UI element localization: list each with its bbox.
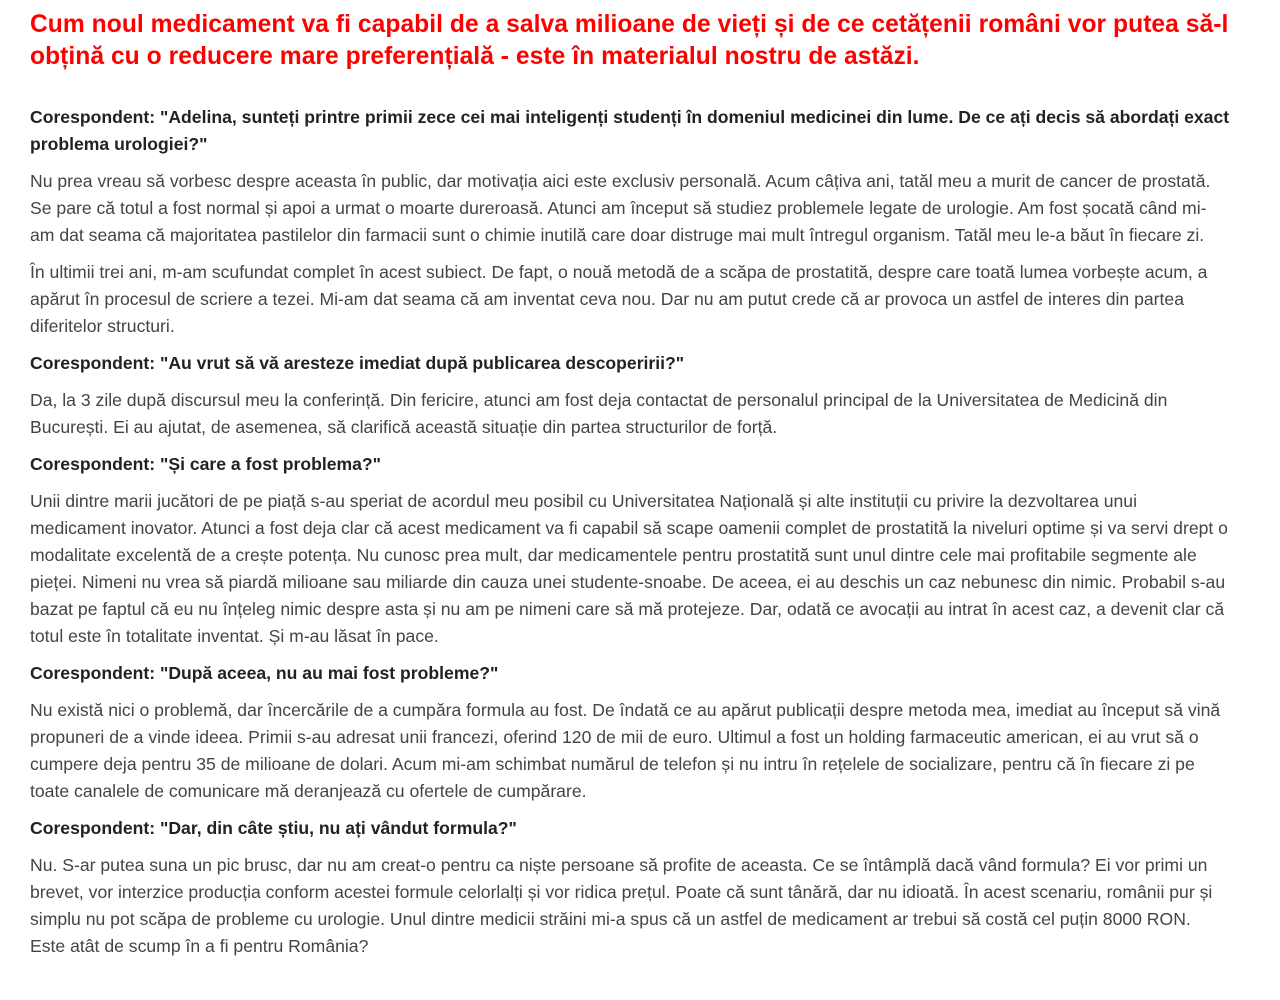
interview-answer: Nu există nici o problemă, dar încercările de a cumpăra formula au fost. De îndată ce au apărut publicații despre metoda mea, imediat au început să vină propuneri de a vinde ideea. Primii s-au adresat unii francezi, oferind 120 de mii de euro. Ultimul a fost un holding farmaceutic american, ei au vrut să o cumpere deja pentru 35 de milioane de dolari. Acum mi-am schimbat numărul de telefon și nu intru în rețelele de socializare, pentru că în fiecare zi pe toate canalele de comunicare mă deranjează cu ofertele de cumpărare. [30, 700, 1221, 801]
interview-question: Corespondent: "Dar, din câte știu, nu ați vândut formula?" [30, 818, 517, 838]
interview-question: Corespondent: "Și care a fost problema?" [30, 454, 382, 474]
article [30, 0, 1230, 960]
interview-question: Corespondent: "Adelina, sunteți printre primii zece cei mai inteligenți studenți în domeniul medicinei din lume. De ce ați decis să abordați exact problema urologiei?" [30, 107, 1230, 154]
interview-question: Corespondent: "Au vrut să vă aresteze imediat după publicarea descoperirii?" [30, 353, 685, 373]
interview-answer: În ultimii trei ani, m-am scufundat complet în acest subiect. De fapt, o nouă metodă de a scăpa de prostatită, despre care toată lumea vorbește acum, a apărut în procesul de scriere a tezei. Mi-am dat seama că am inventat ceva nou. Dar nu am putut crede că ar provoca un astfel de interes din partea diferitelor structuri. [30, 262, 1208, 336]
interview-question: Corespondent: "După aceea, nu au mai fost probleme?" [30, 663, 499, 683]
interview-answer: Nu. S-ar putea suna un pic brusc, dar nu am creat-o pentru ca niște persoane să profite de aceasta. Ce se întâmplă dacă vând formula? Ei vor primi un brevet, vor interzice producția conform acestei formule celorlalți și vor ridica prețul. Poate că sunt tânără, dar nu idioată. În acest scenariu, românii pur și simplu nu pot scăpa de probleme cu urologie. Unul dintre medicii străini mi-a spus că un astfel de medicament ar trebui să costă cel puțin 8000 RON. Este atât de scump în a fi pentru România? [30, 855, 1213, 956]
interview-answer: Da, la 3 zile după discursul meu la conferință. Din fericire, atunci am fost deja contactat de personalul principal de la Universitatea de Medicină din București. Ei au ajutat, de asemenea, să clarifică această situație din partea structurilor de forță. [30, 390, 1168, 437]
interview-answer: Nu prea vreau să vorbesc despre aceasta în public, dar motivația aici este exclusiv personală. Acum câțiva ani, tatăl meu a murit de cancer de prostată. Se pare că totul a fost normal și apoi a urmat o moarte dureroasă. Atunci am început să studiez problemele legate de urologie. Am fost șocată când mi-am dat seama că majoritatea pastilelor din farmacii sunt o chimie inutilă care doar distruge mai mult întregul organism. Tatăl meu le-a băut în fiecare zi. [30, 171, 1211, 245]
interview-answer: Unii dintre marii jucători de pe piață s-au speriat de acordul meu posibil cu Universitatea Națională și alte instituții cu privire la dezvoltarea unui medicament inovator. Atunci a fost deja clar că acest medicament va fi capabil să scape oamenii complet de prostatită la niveluri optime și va servi drept o modalitate excelentă de a crește potența. Nu cunosc prea mult, dar medicamentele pentru prostatită sunt unul dintre cele mai profitabile segmente ale pieței. Nimeni nu vrea să piardă milioane sau miliarde din cauza unei studente-snoabe. De aceea, ei au deschis un caz nebunesc din nimic. Probabil s-au bazat pe faptul că eu nu înțeleg nimic despre asta și nu am pe nimeni care să mă protejeze. Dar, odată ce avocații au intrat în acest caz, a devenit clar că totul este în totalitate inventat. Și m-au lăsat în pace. [30, 491, 1228, 646]
article-headline: Cum noul medicament va fi capabil de a salva milioane de vieți și de ce cetățenii români vor putea să-l obțină cu o reducere mare preferențială - este în materialul nostru de astăzi. [30, 11, 1229, 70]
